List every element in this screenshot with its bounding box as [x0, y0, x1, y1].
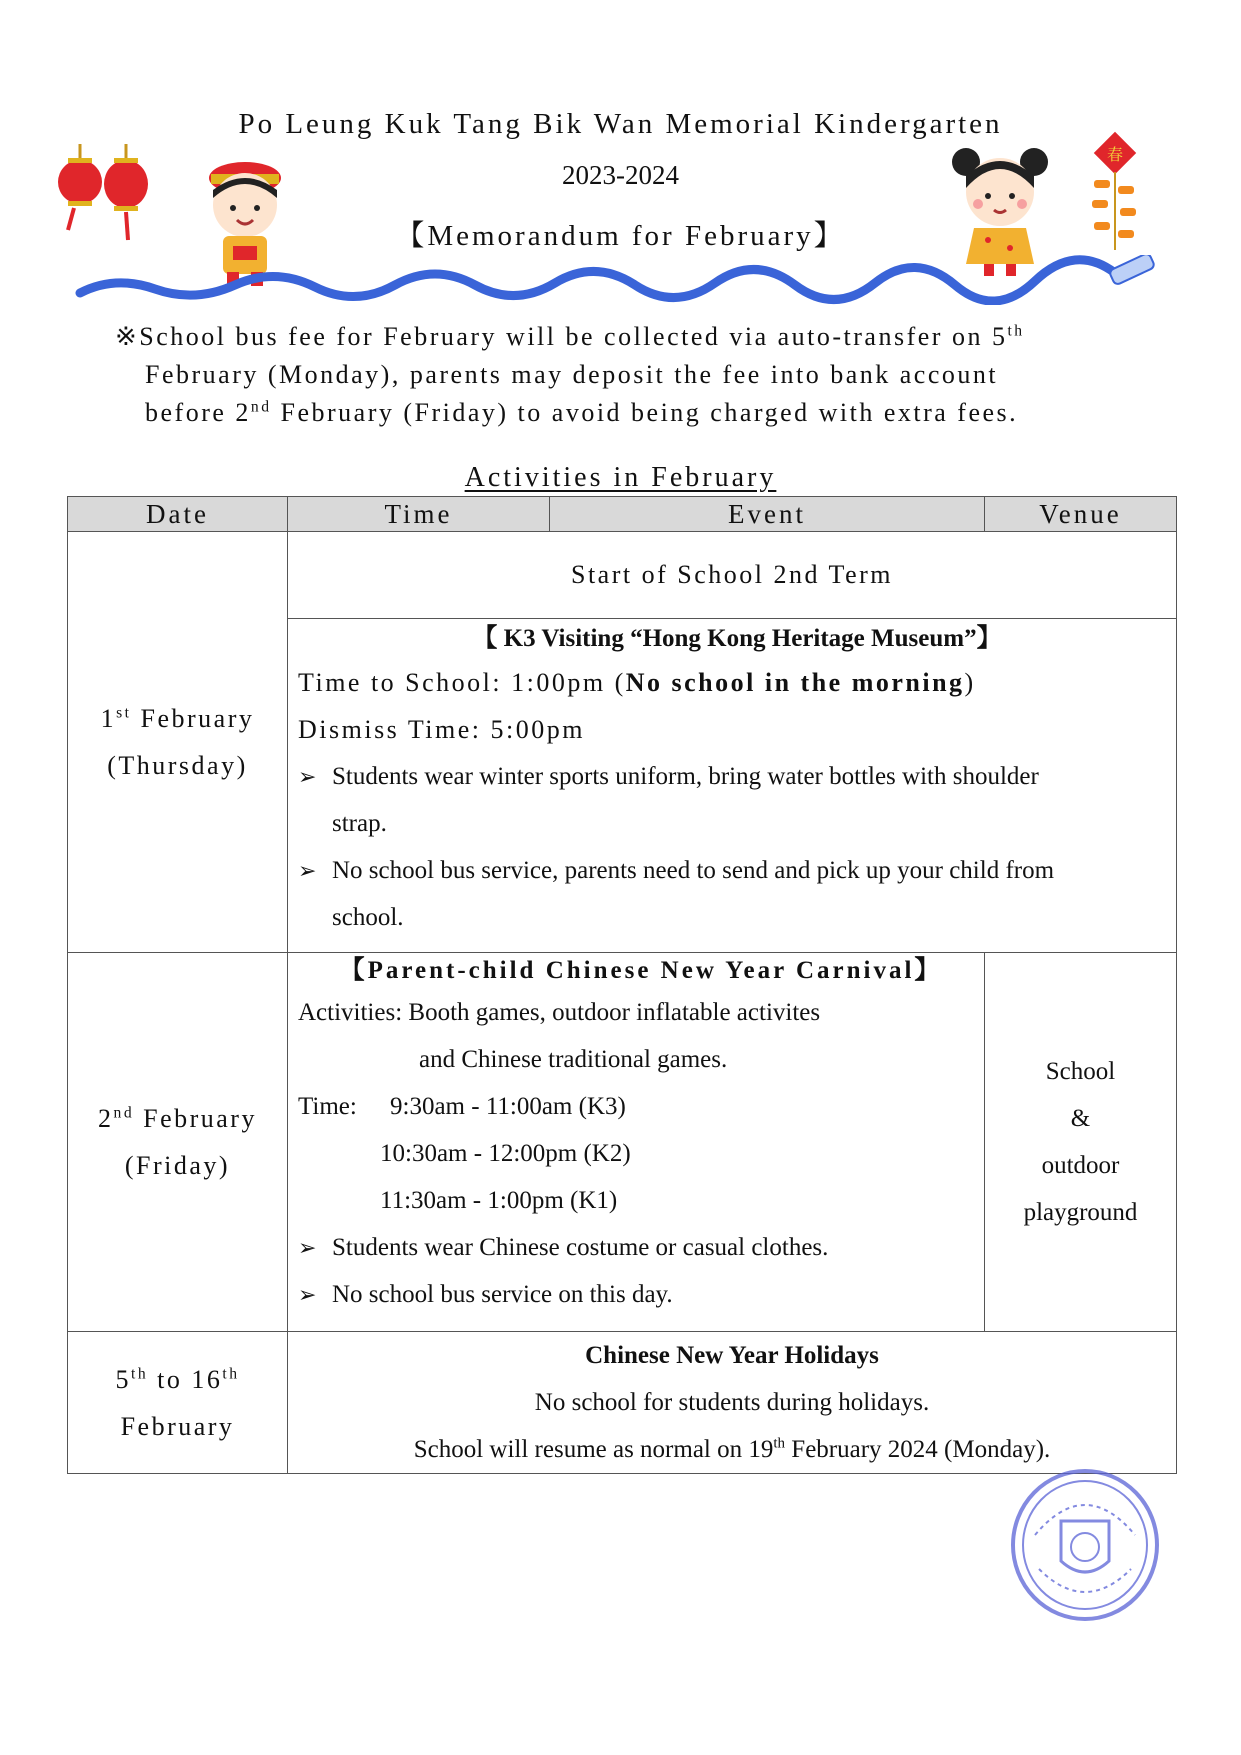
holidays-cell: Chinese New Year Holidays No school for students during holidays. School will resume as normal on 19th February 2024 (Monday). — [288, 1332, 1177, 1474]
k3-visit-cell — [288, 619, 1177, 953]
reference-mark: ※ — [115, 322, 140, 351]
school-year: 2023-2024 — [562, 160, 679, 190]
header-event: Event — [550, 497, 985, 532]
header-venue: Venue — [985, 497, 1177, 532]
carnival-heading: 【Parent-child Chinese New Year Carnival】 — [339, 957, 943, 984]
carnival-cell: 【Parent-child Chinese New Year Carnival】 Activities: Booth games, outdoor inflatable activites and Chinese traditional games. Time: 9:30am - 11:00am (K3) 10:30am - 12:00pm (K2) 11:30am - 1:00pm (K1) ➢ Students wear Chinese costume or casual clothes. ➢ No school bus service on this day. — [288, 953, 985, 1332]
list-item: ➢ Students wear Chinese costume or casual clothes. — [298, 1224, 984, 1271]
arrow-bullet-icon: ➢ — [298, 1282, 317, 1307]
header-date: Date — [68, 497, 288, 532]
table-row — [68, 953, 1177, 1332]
time-to-school: Time to School: 1:00pm (No school in the morning) — [298, 668, 976, 697]
carnival-activities: Activities: Booth games, outdoor inflatable activites — [298, 999, 821, 1026]
table-row — [68, 532, 1177, 619]
notice-line-1: ※School bus fee for February will be collected via auto-transfer on 5th — [115, 322, 1025, 351]
school-seal-icon — [1005, 1465, 1165, 1625]
carnival-time: Time: 9:30am - 11:00am (K3) — [298, 1093, 626, 1120]
arrow-bullet-icon: ➢ — [298, 764, 317, 789]
date-cell-feb-1: 1st February (Thursday) — [68, 532, 288, 953]
arrow-bullet-icon: ➢ — [298, 858, 317, 883]
dismiss-time: Dismiss Time: 5:00pm — [298, 715, 585, 744]
notice-line-2: February (Monday), parents may deposit the fee into bank account — [145, 360, 999, 389]
bus-fee-notice — [115, 318, 1135, 432]
date-cell-feb-2: 2nd February (Friday) — [68, 953, 288, 1332]
holidays-heading: Chinese New Year Holidays — [585, 1342, 879, 1369]
list-item: ➢ Students wear winter sports uniform, bring water bottles with shoulder strap. — [298, 753, 1176, 847]
svg-text:春: 春 — [1106, 145, 1124, 164]
table-header-row — [68, 497, 1177, 532]
activities-title: Activities in February — [464, 462, 777, 493]
table-row — [68, 1332, 1177, 1474]
list-item: ➢ No school bus service on this day. — [298, 1271, 984, 1318]
arrow-bullet-icon: ➢ — [298, 1235, 317, 1260]
start-term-cell: Start of School 2nd Term — [288, 532, 1177, 619]
k3-visit-heading: 【 K3 Visiting “Hong Kong Heritage Museum”】 — [472, 625, 1002, 652]
date-cell-holidays: 5th to 16th February — [68, 1332, 288, 1474]
notice-line-3: before 2nd February (Friday) to avoid being charged with extra fees. — [145, 398, 1019, 427]
header-time: Time — [288, 497, 550, 532]
wave-brush-icon — [75, 255, 1175, 305]
list-item: ➢ No school bus service, parents need to send and pick up your child from school. — [298, 847, 1176, 941]
venue-cell: School & outdoor playground — [985, 953, 1177, 1332]
activities-table — [67, 496, 1177, 1474]
memo-title: 【Memorandum for February】 — [395, 220, 846, 252]
school-name: Po Leung Kuk Tang Bik Wan Memorial Kindergarten — [238, 108, 1003, 140]
